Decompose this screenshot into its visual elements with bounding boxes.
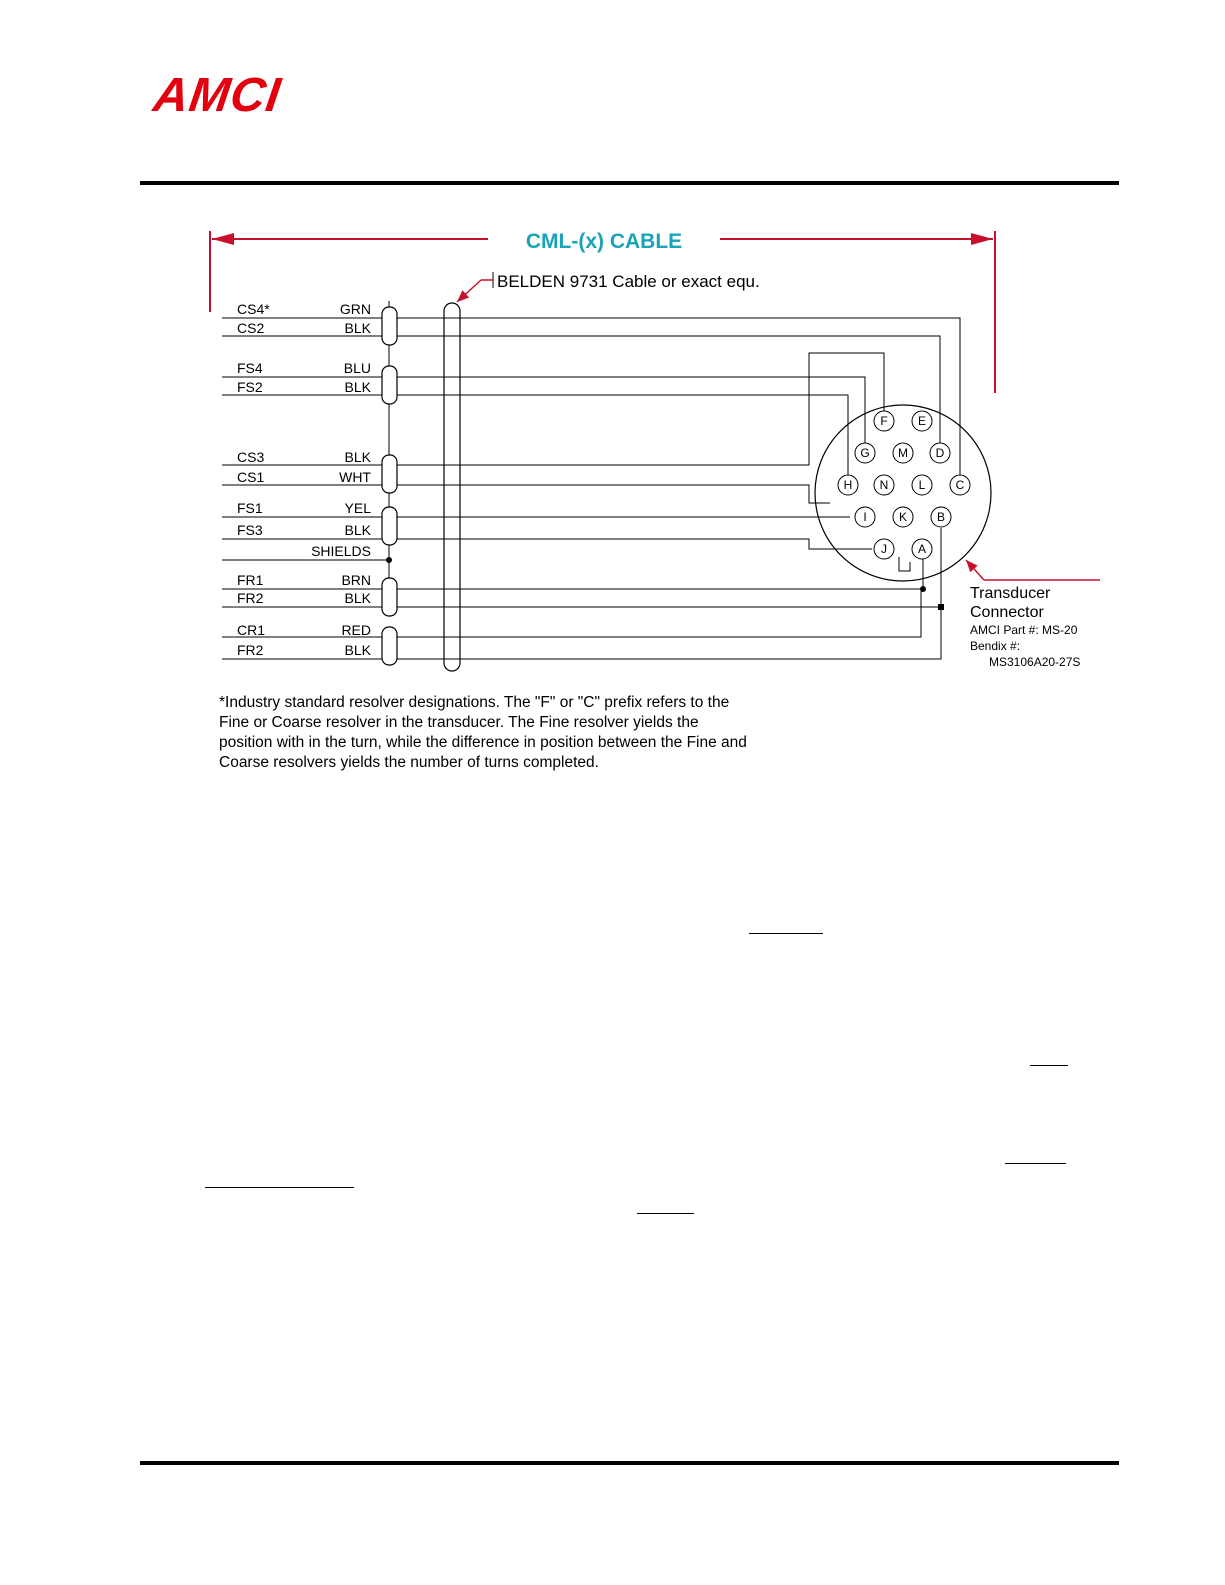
wire-signal-cs2: CS2 (237, 320, 265, 336)
wire-signal-fs3: FS3 (237, 522, 263, 538)
wire-color-blk: BLK (344, 590, 371, 606)
svg-text:I: I (863, 510, 867, 524)
wire-color-blk: BLK (344, 522, 371, 538)
amci-logo: AMCI (150, 69, 285, 122)
connector-bendix-number: MS3106A20-27S (989, 655, 1081, 669)
pin-m (893, 443, 913, 463)
pin-b (931, 507, 951, 527)
diagram-title: CML-(x) CABLE (525, 230, 683, 253)
svg-text:C: C (955, 478, 965, 492)
connector-bendix-label: Bendix #: (970, 639, 1021, 653)
belden-note: BELDEN 9731 Cable or exact equ. (497, 272, 760, 291)
wire-signal-cs3: CS3 (237, 449, 265, 465)
pin-k (893, 507, 913, 527)
svg-text:J: J (881, 542, 887, 556)
footnote-line: Coarse resolvers yields the number of turns completed. (219, 754, 599, 771)
pin-h (838, 475, 858, 495)
wire-color-blk: BLK (344, 449, 371, 465)
pin-c (950, 475, 970, 495)
wire-color-blk: BLK (344, 320, 371, 336)
wire-color-blk: BLK (344, 379, 371, 395)
wire-color-grn: GRN (339, 301, 371, 317)
pin-g (855, 443, 875, 463)
wire-signal-cr1: CR1 (237, 622, 266, 638)
cable-jacket (444, 303, 460, 671)
underline-mark (1005, 1163, 1066, 1164)
svg-text:H: H (843, 478, 853, 492)
wire-color-brn: BRN (341, 572, 371, 588)
svg-text:D: D (935, 446, 945, 460)
wire-color-blu: BLU (343, 360, 371, 376)
svg-text:B: B (936, 510, 946, 524)
wire-signal-fr2: FR2 (237, 642, 264, 658)
footnote-line: position with in the turn, while the difference in position between the Fine and (219, 734, 747, 751)
connector-label-line1: Transducer (970, 585, 1051, 602)
connector-pins (838, 411, 970, 559)
footer-rule (140, 1461, 1119, 1465)
wire-color-yel: YEL (344, 500, 371, 516)
svg-text:E: E (917, 414, 927, 428)
pin-d (930, 443, 950, 463)
wire-signal-fr2: FR2 (237, 590, 264, 606)
svg-text:M: M (898, 446, 908, 460)
pin-e (912, 411, 932, 431)
wire-color-wht: WHT (339, 469, 371, 485)
pin-f (874, 411, 894, 431)
underline-mark (205, 1187, 354, 1188)
svg-text:G: G (860, 446, 870, 460)
svg-text:K: K (898, 510, 908, 524)
wire-signal-fr1: FR1 (237, 572, 264, 588)
wire-signal-cs4: CS4* (237, 301, 270, 317)
wire-color-shields: SHIELDS (311, 543, 371, 559)
footnote-line: *Industry standard resolver designations. The "F" or "C" prefix refers to the (219, 694, 730, 711)
belden-callout (457, 272, 493, 302)
connector-callout (966, 560, 1100, 580)
footnote-line: Fine or Coarse resolver in the transducer. The Fine resolver yields the (219, 714, 699, 731)
wire-color-blk: BLK (344, 642, 371, 658)
wire-color-red: RED (341, 622, 371, 638)
svg-text:L: L (918, 478, 926, 492)
pin-j (874, 539, 894, 559)
wire-signal-fs1: FS1 (237, 500, 263, 516)
pin-n (874, 475, 894, 495)
svg-text:F: F (880, 414, 888, 428)
connector-part-number: AMCI Part #: MS-20 (970, 623, 1078, 637)
svg-text:A: A (917, 542, 927, 556)
svg-text:N: N (879, 478, 889, 492)
underline-mark (1030, 1065, 1068, 1066)
pin-a (912, 539, 932, 559)
cable-length-dimension (210, 231, 995, 393)
pin-i (855, 507, 875, 527)
wire-signal-fs2: FS2 (237, 379, 263, 395)
junction-dots (386, 557, 944, 610)
connector-label-line2: Connector (970, 604, 1044, 621)
wire-signal-fs4: FS4 (237, 360, 263, 376)
pin-l (912, 475, 932, 495)
wire-signal-cs1: CS1 (237, 469, 265, 485)
underline-mark (749, 933, 823, 934)
underline-mark (637, 1213, 694, 1214)
